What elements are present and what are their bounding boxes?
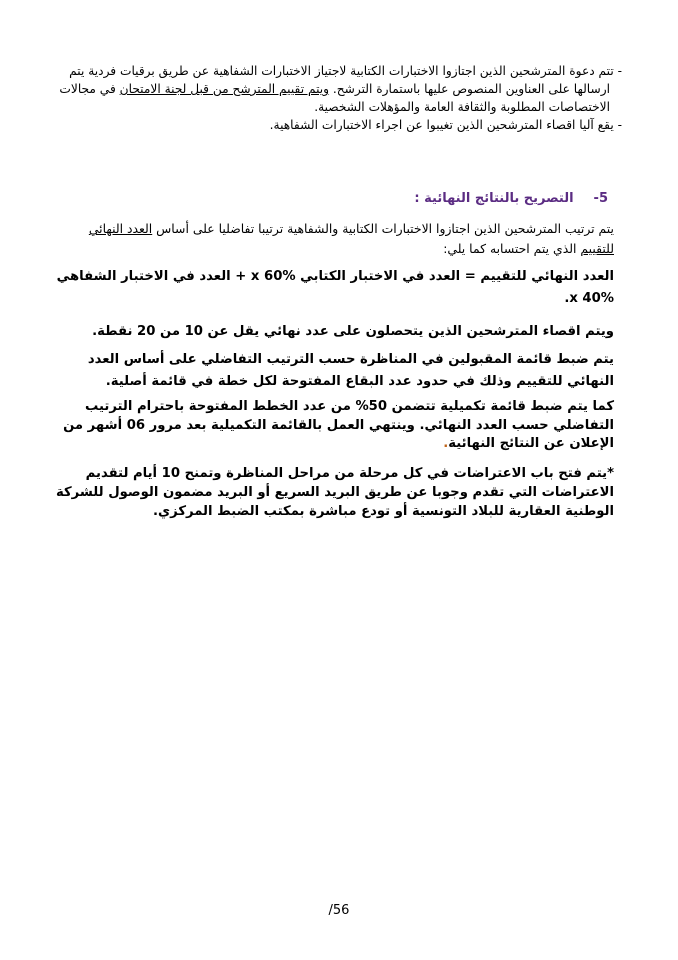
bullet-prefix: - — [613, 64, 622, 78]
objections-paragraph: *يتم فتح باب الاعتراضات في كل مرحلة من مراحل المناظرة وتمنح 10 أيام لتقديم الاعتراضات التي تقدم وجوبا عن طريق البريد السريع أو البريد مضمون الوصول للشركة الوطنية العقارية للبلاد التونسية أو تودع مباشرة بمكتب الضبط المركزي. — [55, 466, 614, 519]
bullet-prefix: - — [613, 118, 622, 132]
intro-text-continued: الذي يتم احتسابه كما يلي: — [443, 241, 581, 256]
ranking-intro — [54, 219, 614, 259]
section-title: التصريح بالنتائج النهائية : — [414, 191, 574, 206]
page-number: /56 — [328, 903, 350, 918]
bullet-underlined-text: ويتم تقييم المترشح من قبل لجنة الامتحان — [119, 82, 330, 96]
oral-exam-bullets — [42, 62, 622, 134]
supplementary-text: كما يتم ضبط قائمة تكميلية تتضمن 50% من عدد الخطط المفتوحة باحترام الترتيب التفاضلي حسب العدد النهائي. وينتهي العمل بالقائمة التكميلية بعد مرور 06 أشهر من الإعلان عن النتائج النهائية — [63, 399, 614, 451]
intro-underlined-term: العدد النهائي للتقييم — [88, 221, 614, 256]
bullet-text: يقع آليا اقصاء المترشحين الذين تغيبوا عن اجراء الاختبارات الشفاهية. — [269, 118, 614, 132]
section-heading — [68, 188, 608, 210]
supplementary-list-paragraph — [54, 398, 614, 454]
section-number: 5- — [593, 191, 608, 206]
intro-text: يتم ترتيب المترشحين الذين اجتازوا الاختبارات الكتابية والشفاهية ترتيبا تفاضليا على أساس — [152, 221, 614, 236]
supplementary-end-dot: . — [443, 436, 449, 451]
bullet-oral-invitation — [42, 62, 622, 116]
bullet-absent-exclusion — [42, 116, 622, 134]
score-formula: العدد النهائي للتقييم = العدد في الاختبار الكتابي x 60% + العدد في الاختبار الشفاهي x 40%. — [56, 269, 614, 306]
exclusion-rule: ويتم اقصاء المترشحين الذين يتحصلون على عدد نهائي يقل عن 10 من 20 نقطة. — [92, 324, 614, 339]
bullet-text: تتم دعوة المترشحين الذين اجتازوا الاختبارات الكتابية لاجتياز الاختبارات الشفاهية عن طريق برقيات فردية يتم ارسالها على العناوين المنصوص عليها باستمارة الترشح. — [69, 64, 614, 96]
bullet-text-continued: في مجالات الاختصاصات المطلوبة والثقافة العامة والمؤهلات الشخصية. — [59, 82, 610, 114]
main-list-paragraph: يتم ضبط قائمة المقبولين في المناظرة حسب الترتيب التفاضلي على أساس العدد النهائي للتقييم وذلك في حدود عدد البقاع المفتوحة لكل خطة في قائمة أصلية. — [87, 352, 614, 389]
